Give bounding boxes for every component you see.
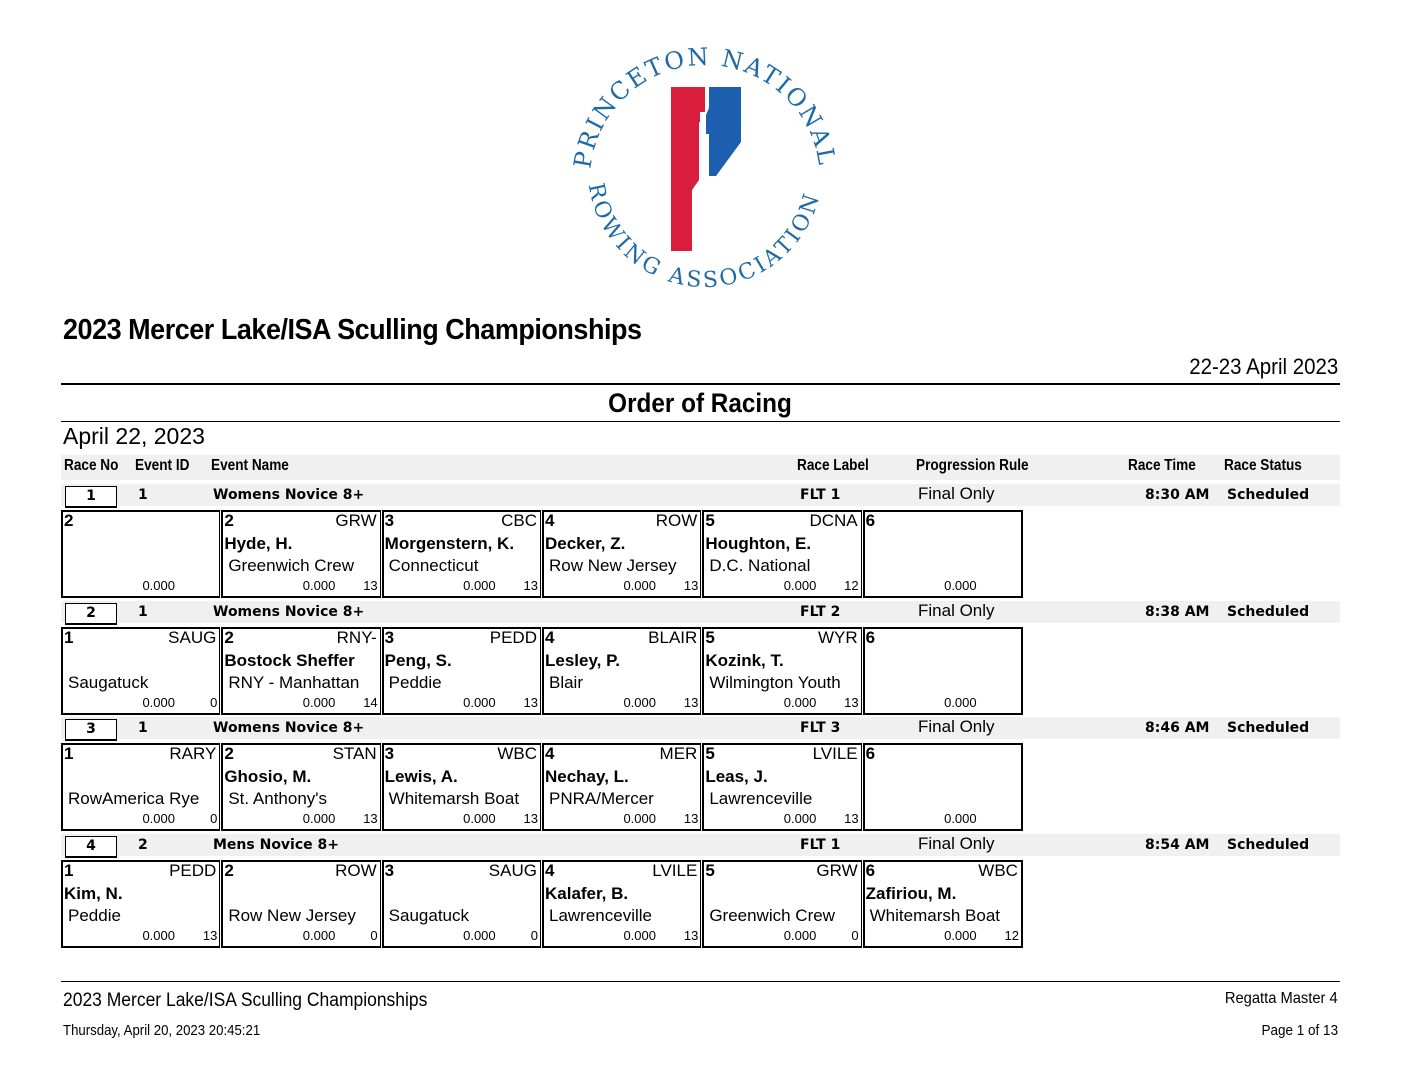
lane-cell xyxy=(542,510,701,598)
club-name: RowAmerica Rye xyxy=(68,789,200,808)
event-name: Womens Novice 8+ xyxy=(213,720,365,736)
lane-number: 4 xyxy=(544,744,555,763)
race-header-bar xyxy=(61,834,1340,856)
regatta-dates: 22-23 April 2023 xyxy=(1188,354,1338,379)
prna-logo xyxy=(560,30,850,300)
lane-cell xyxy=(863,743,1023,831)
crew-name: Peng, S. xyxy=(384,651,452,670)
race-time: 8:46 AM xyxy=(1145,720,1210,736)
crew-name: Lewis, A. xyxy=(384,767,458,786)
result-time: 0.000 xyxy=(944,695,977,710)
crew-count: 12 xyxy=(1004,928,1019,943)
club-code: CBC xyxy=(501,511,537,530)
crew-name: Ghosio, M. xyxy=(224,767,312,786)
lane-grid xyxy=(61,510,1023,598)
club-code: ROW xyxy=(655,511,698,530)
event-id: 1 xyxy=(138,487,148,503)
crew-name: Houghton, E. xyxy=(705,534,812,553)
footer-title: 2023 Mercer Lake/ISA Sculling Championships xyxy=(63,990,428,1011)
lane-number: 2 xyxy=(224,861,234,880)
crew-count: 13 xyxy=(363,811,378,826)
crew-count: 13 xyxy=(844,695,859,710)
race-time: 8:54 AM xyxy=(1145,837,1210,853)
club-name: Lawrenceville xyxy=(709,789,813,808)
result-time: 0.000 xyxy=(302,695,336,710)
club-code: GRW xyxy=(816,861,858,880)
club-name: RNY - Manhattan xyxy=(228,673,360,692)
club-code: GRW xyxy=(335,511,377,530)
progression-rule: Final Only xyxy=(918,601,995,620)
lane-cell xyxy=(61,743,220,831)
lane-number: 5 xyxy=(705,511,715,530)
crew-count: 13 xyxy=(683,811,699,826)
footer-page-number: Page 1 of 13 xyxy=(1261,1022,1338,1039)
crew-name: Lesley, P. xyxy=(544,651,620,670)
result-time: 0.000 xyxy=(783,928,817,943)
lane-cell xyxy=(61,627,220,715)
column-header-row xyxy=(61,455,1340,480)
footer-divider xyxy=(61,981,1340,982)
lane-number: 1 xyxy=(64,861,74,880)
result-time: 0.000 xyxy=(623,695,656,710)
lane-cell xyxy=(382,743,541,831)
result-time: 0.000 xyxy=(944,578,977,593)
club-code: PEDD xyxy=(489,628,537,647)
lane-cell xyxy=(542,743,701,831)
lane-cell xyxy=(221,743,380,831)
divider xyxy=(61,421,1340,422)
lane-number: 2 xyxy=(224,628,234,647)
crew-count: 13 xyxy=(523,811,538,826)
club-code: DCNA xyxy=(809,511,858,530)
club-name: Connecticut xyxy=(388,556,479,575)
lane-number: 1 xyxy=(64,628,74,647)
crew-count: 13 xyxy=(683,578,699,593)
col-event-name: Event Name xyxy=(211,457,289,474)
crew-count: 13 xyxy=(683,928,699,943)
club-code: ROW xyxy=(335,861,377,880)
lane-number: 2 xyxy=(64,511,74,530)
result-time: 0.000 xyxy=(783,695,817,710)
lane-number: 1 xyxy=(64,744,74,763)
club-name: Whitemarsh Boat xyxy=(869,906,1001,925)
race-label: FLT 1 xyxy=(800,837,841,853)
crew-count: 14 xyxy=(363,695,378,710)
result-time: 0.000 xyxy=(463,928,496,943)
race-time: 8:38 AM xyxy=(1145,604,1210,620)
club-name: Greenwich Crew xyxy=(709,906,835,925)
race-label: FLT 2 xyxy=(800,604,841,620)
club-code: STAN xyxy=(332,744,377,763)
club-code: WYR xyxy=(817,628,858,647)
result-time: 0.000 xyxy=(142,928,175,943)
lane-number: 3 xyxy=(384,744,395,763)
col-race-label: Race Label xyxy=(797,457,869,474)
club-name: PNRA/Mercer xyxy=(548,789,654,808)
crew-name: Kozink, T. xyxy=(705,651,784,670)
result-time: 0.000 xyxy=(944,811,977,826)
crew-count: 0 xyxy=(210,811,218,826)
result-time: 0.000 xyxy=(623,811,656,826)
progression-rule: Final Only xyxy=(918,484,995,503)
result-time: 0.000 xyxy=(463,811,496,826)
event-id: 2 xyxy=(138,837,148,853)
result-time: 0.000 xyxy=(783,811,817,826)
lane-grid xyxy=(61,627,1023,715)
col-progression-rule: Progression Rule xyxy=(916,457,1029,474)
result-time: 0.000 xyxy=(783,578,817,593)
club-name: Saugatuck xyxy=(68,673,149,692)
lane-cell xyxy=(542,860,701,948)
col-race-status: Race Status xyxy=(1224,457,1302,474)
lane-number: 6 xyxy=(865,511,876,530)
lane-cell xyxy=(221,627,380,715)
crew-count: 0 xyxy=(851,928,859,943)
race-number: 4 xyxy=(65,836,117,858)
lane-cell xyxy=(61,860,220,948)
race-status: Scheduled xyxy=(1227,720,1310,736)
club-code: LVILE xyxy=(652,861,698,880)
lane-cell xyxy=(863,627,1023,715)
club-name: Row New Jersey xyxy=(548,556,677,575)
lane-cell xyxy=(382,860,541,948)
race-number: 2 xyxy=(65,603,117,625)
club-code: MER xyxy=(659,744,698,763)
lane-grid xyxy=(61,743,1023,831)
crew-name: Morgenstern, K. xyxy=(384,534,515,553)
svg-text:ROWING ASSOCIATION: ROWING ASSOCIATION xyxy=(582,180,826,294)
lane-cell xyxy=(863,510,1023,598)
lane-cell xyxy=(702,860,861,948)
progression-rule: Final Only xyxy=(918,717,995,736)
event-name: Womens Novice 8+ xyxy=(213,487,365,503)
club-name: Peddie xyxy=(388,673,442,692)
lane-cell xyxy=(702,510,861,598)
race-number: 1 xyxy=(65,486,117,508)
crew-name: Bostock Sheffer xyxy=(224,651,355,670)
club-code: LVILE xyxy=(812,744,858,763)
lane-number: 3 xyxy=(384,861,395,880)
lane-number: 5 xyxy=(705,628,715,647)
crew-count: 13 xyxy=(523,578,538,593)
result-time: 0.000 xyxy=(944,928,977,943)
section-title: Order of Racing xyxy=(608,388,792,418)
page-title: 2023 Mercer Lake/ISA Sculling Championships xyxy=(63,314,642,346)
crew-count: 12 xyxy=(844,578,859,593)
crew-count: 13 xyxy=(523,695,538,710)
event-name: Womens Novice 8+ xyxy=(213,604,365,620)
club-code: WBC xyxy=(978,861,1018,880)
club-name: Lawrenceville xyxy=(548,906,652,925)
crew-count: 13 xyxy=(363,578,378,593)
lane-cell xyxy=(542,627,701,715)
race-label: FLT 3 xyxy=(800,720,841,736)
race-time: 8:30 AM xyxy=(1145,487,1210,503)
club-code: WBC xyxy=(497,744,537,763)
club-name: Whitemarsh Boat xyxy=(388,789,520,808)
race-status: Scheduled xyxy=(1227,487,1310,503)
club-code: PEDD xyxy=(169,861,217,880)
event-name: Mens Novice 8+ xyxy=(213,837,339,853)
lane-number: 5 xyxy=(705,744,715,763)
club-code: SAUG xyxy=(488,861,537,880)
col-event-id: Event ID xyxy=(135,457,190,474)
crew-name: Nechay, L. xyxy=(544,767,629,786)
club-name: Greenwich Crew xyxy=(228,556,354,575)
lane-number: 3 xyxy=(384,628,395,647)
col-race-time: Race Time xyxy=(1128,457,1196,474)
lane-cell xyxy=(702,627,861,715)
club-code: BLAIR xyxy=(648,628,698,647)
crew-count: 13 xyxy=(202,928,218,943)
lane-number: 4 xyxy=(544,861,555,880)
club-name: Wilmington Youth xyxy=(709,673,841,692)
lane-number: 4 xyxy=(544,628,555,647)
result-time: 0.000 xyxy=(623,578,656,593)
club-code: RARY xyxy=(169,744,217,763)
club-code: RNY- xyxy=(336,628,377,647)
lane-number: 6 xyxy=(865,861,876,880)
result-time: 0.000 xyxy=(302,928,336,943)
lane-number: 3 xyxy=(384,511,395,530)
event-id: 1 xyxy=(138,720,148,736)
svg-text:PRINCETON NATIONAL: PRINCETON NATIONAL xyxy=(568,42,842,171)
lane-number: 5 xyxy=(705,861,715,880)
lane-cell xyxy=(863,860,1023,948)
crew-name: Kim, N. xyxy=(64,884,123,903)
col-race-no: Race No xyxy=(64,457,119,474)
result-time: 0.000 xyxy=(142,695,175,710)
crew-name: Zafiriou, M. xyxy=(865,884,957,903)
crew-count: 0 xyxy=(370,928,378,943)
race-header-bar xyxy=(61,484,1340,506)
crew-name: Leas, J. xyxy=(705,767,768,786)
club-name: Saugatuck xyxy=(388,906,469,925)
footer-app-name: Regatta Master 4 xyxy=(1225,990,1338,1007)
club-code: SAUG xyxy=(168,628,217,647)
crew-count: 0 xyxy=(210,695,218,710)
club-name: St. Anthony's xyxy=(228,789,328,808)
result-time: 0.000 xyxy=(463,695,496,710)
race-header-bar xyxy=(61,717,1340,739)
lane-number: 6 xyxy=(865,628,876,647)
day-heading: April 22, 2023 xyxy=(63,423,205,449)
lane-cell xyxy=(61,510,220,598)
lane-grid xyxy=(61,860,1023,948)
crew-name: Decker, Z. xyxy=(544,534,626,553)
race-label: FLT 1 xyxy=(800,487,841,503)
crew-count: 0 xyxy=(530,928,538,943)
lane-cell xyxy=(702,743,861,831)
footer-timestamp: Thursday, April 20, 2023 20:45:21 xyxy=(63,1022,261,1039)
divider xyxy=(61,383,1340,385)
crew-name: Kalafer, B. xyxy=(544,884,629,903)
lane-number: 2 xyxy=(224,511,234,530)
lane-cell xyxy=(382,510,541,598)
club-name: Row New Jersey xyxy=(228,906,356,925)
race-number: 3 xyxy=(65,719,117,741)
result-time: 0.000 xyxy=(463,578,496,593)
crew-count: 13 xyxy=(683,695,699,710)
result-time: 0.000 xyxy=(142,811,175,826)
race-status: Scheduled xyxy=(1227,837,1310,853)
result-time: 0.000 xyxy=(302,811,336,826)
lane-cell xyxy=(221,860,380,948)
result-time: 0.000 xyxy=(142,578,175,593)
result-time: 0.000 xyxy=(302,578,336,593)
club-name: Blair xyxy=(548,673,583,692)
progression-rule: Final Only xyxy=(918,834,995,853)
lane-number: 2 xyxy=(224,744,234,763)
crew-count: 13 xyxy=(844,811,859,826)
event-id: 1 xyxy=(138,604,148,620)
club-name: D.C. National xyxy=(709,556,811,575)
race-header-bar xyxy=(61,601,1340,623)
race-status: Scheduled xyxy=(1227,604,1310,620)
result-time: 0.000 xyxy=(623,928,656,943)
lane-number: 4 xyxy=(544,511,555,530)
lane-cell xyxy=(221,510,380,598)
lane-cell xyxy=(382,627,541,715)
club-name: Peddie xyxy=(68,906,121,925)
crew-name: Hyde, H. xyxy=(224,534,293,553)
lane-number: 6 xyxy=(865,744,876,763)
